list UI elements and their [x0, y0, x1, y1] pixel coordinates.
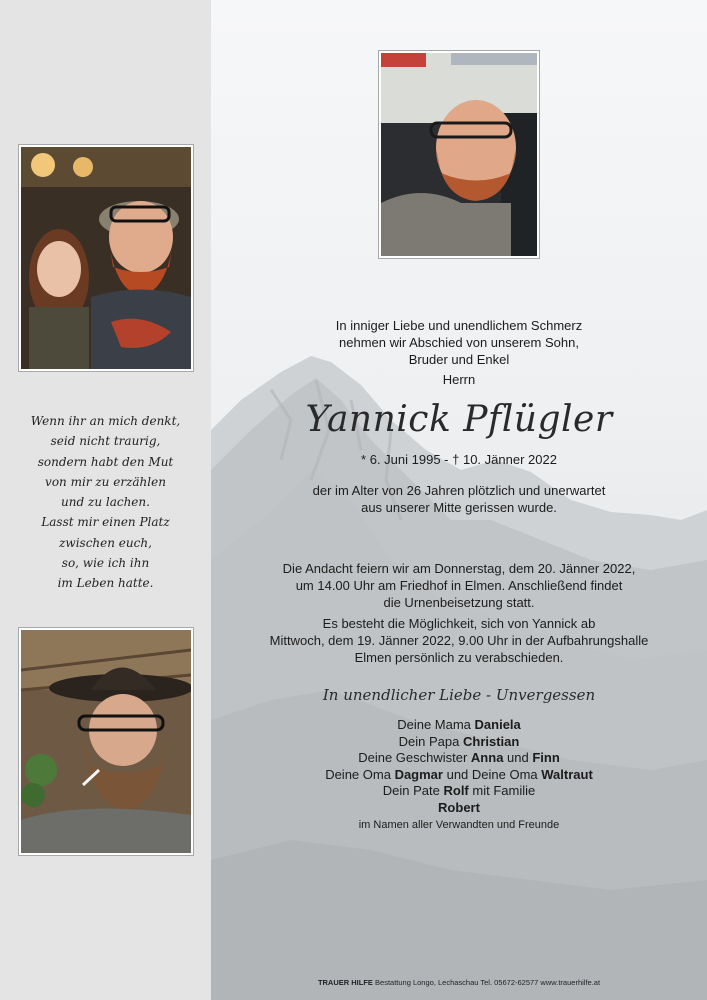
family-line — [211, 750, 707, 767]
family-text: Deine Mama — [397, 717, 475, 732]
family-line — [211, 767, 707, 784]
photo-with-hat — [18, 627, 194, 856]
death-date: † 10. Jänner 2022 — [452, 452, 557, 467]
viewing-line: Mittwoch, dem 19. Jänner 2022, 9.00 Uhr in der Aufbahrungshalle — [269, 633, 649, 648]
family-name: Christian — [462, 733, 520, 749]
salutation: Herrn — [442, 372, 476, 387]
intro-line: In inniger Liebe und unendlichem Schmerz — [335, 318, 583, 333]
family-text: Dein Papa — [398, 733, 463, 749]
family-name: Rolf — [443, 783, 469, 799]
footer-brand: TRAUER HILFE — [317, 978, 373, 987]
poem-line: Wenn ihr an mich denkt, — [30, 414, 181, 428]
life-dates — [211, 451, 707, 468]
poem-line: Lasst mir einen Platz — [41, 515, 170, 530]
intro-line: nehmen wir Abschied von unserem Sohn, — [339, 335, 579, 350]
viewing-info — [211, 615, 707, 666]
motto: In unendlicher Liebe - Unvergessen — [322, 686, 596, 704]
poem-line: und zu lachen. — [61, 495, 150, 510]
poem-line: sondern habt den Mut — [37, 454, 174, 469]
family-name: Daniela — [474, 717, 521, 732]
family-line — [211, 783, 707, 800]
death-note-line: aus unserer Mitte gerissen wurde. — [361, 500, 557, 515]
family-line — [211, 800, 707, 817]
family-name: Dagmar — [394, 766, 443, 782]
family-text: Deine Geschwister — [358, 750, 471, 766]
family-text: und Deine Oma — [442, 766, 542, 782]
poem-line: zwischen euch, — [59, 535, 152, 550]
portrait-photo-main — [378, 50, 540, 259]
footer-contact: Bestattung Longo, Lechaschau Tel. 05672-62577 www.trauerhilfe.at — [372, 978, 601, 987]
family-name: Waltraut — [541, 766, 593, 782]
photo-with-sister — [18, 144, 194, 372]
family-text: mit Familie — [468, 783, 536, 799]
family-closing: im Namen aller Verwandten und Freunde — [358, 818, 560, 831]
family-line — [211, 734, 707, 751]
poem-line: so, wie ich ihn — [61, 556, 150, 571]
family-text: Dein Pate — [382, 783, 444, 799]
family-text: Deine Oma — [325, 766, 395, 782]
poem-line: von mir zu erzählen — [45, 474, 166, 489]
ceremony-line: die Urnenbeisetzung statt. — [383, 595, 535, 610]
memorial-poem — [0, 411, 211, 594]
death-note-line: der im Alter von 26 Jahren plötzlich und unerwartet — [312, 483, 606, 498]
deceased-name: Yannick Pflügler — [305, 399, 613, 440]
viewing-line: Elmen persönlich zu verabschieden. — [354, 650, 564, 665]
viewing-line: Es besteht die Möglichkeit, sich von Yannick ab — [322, 616, 596, 631]
family-line — [211, 717, 707, 734]
poem-line: seid nicht traurig, — [50, 434, 161, 449]
ceremony-line: Die Andacht feiern wir am Donnerstag, dem 20. Jänner 2022, — [282, 561, 636, 576]
family-list — [211, 717, 707, 833]
family-name: Anna — [470, 750, 504, 766]
family-name: Finn — [532, 750, 560, 766]
date-separator: - — [440, 452, 453, 467]
funeral-home-footer — [211, 978, 707, 988]
family-text: und — [503, 750, 533, 766]
poem-line: im Leben hatte. — [57, 576, 154, 591]
intro-line: Bruder und Enkel — [408, 352, 510, 367]
family-name: Robert — [438, 799, 480, 815]
ceremony-line: um 14.00 Uhr am Friedhof in Elmen. Anschließend findet — [295, 578, 623, 593]
ceremony-info — [211, 560, 707, 611]
birth-date: * 6. Juni 1995 — [361, 452, 441, 467]
intro-text — [211, 317, 707, 388]
death-note — [211, 482, 707, 516]
